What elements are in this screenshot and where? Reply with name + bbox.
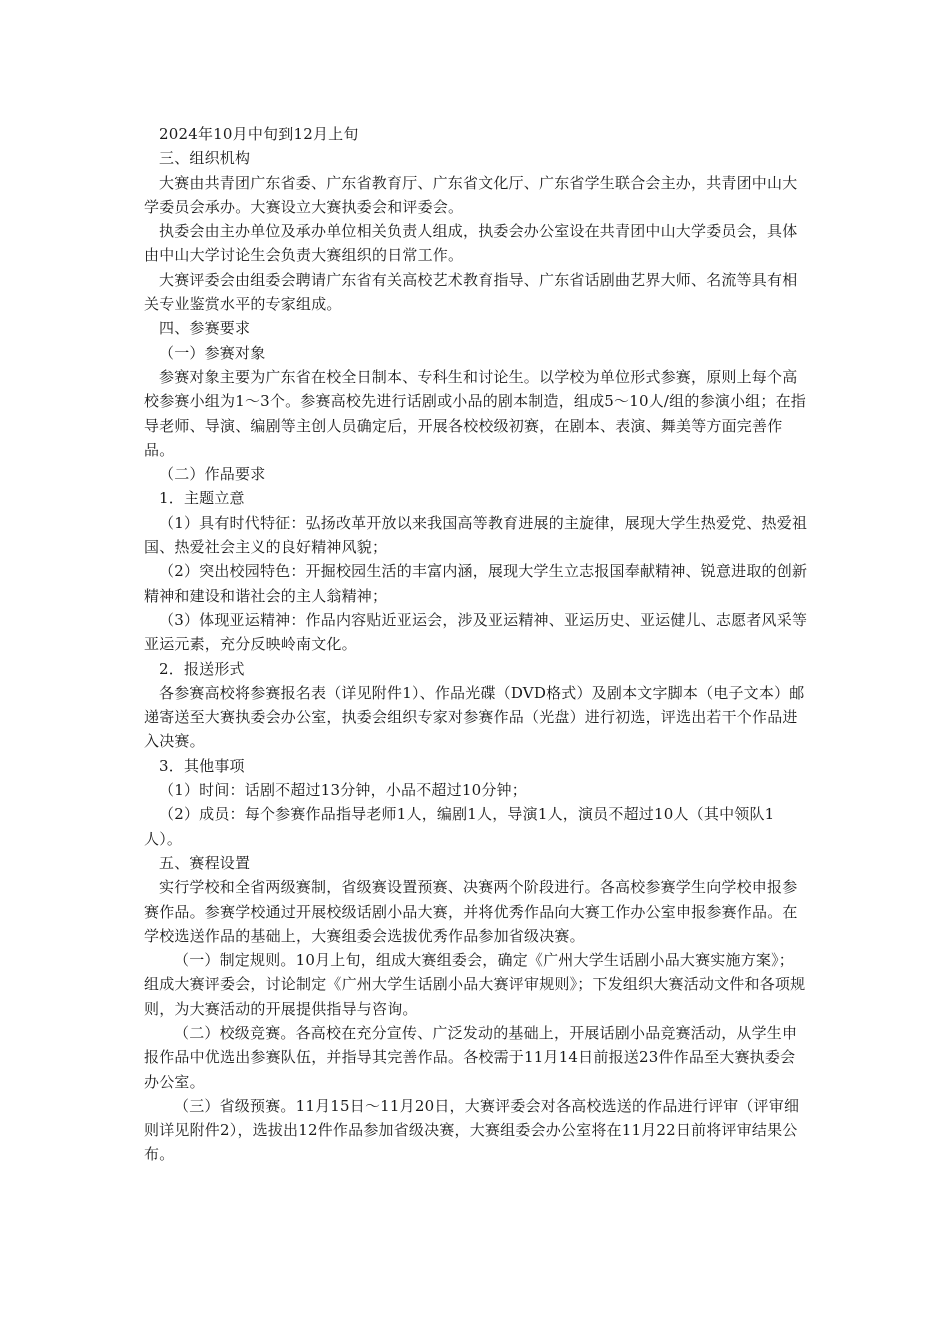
- paragraph-provincial-prelim: （三）省级预赛。11月15日～11月20日，大赛评委会对各高校选送的作品进行评审（评审细则详见附件2），选拔出12件作品参加省级决赛，大赛组委会办公室将在11月22日前将评审结果公布。: [144, 1096, 800, 1164]
- item-theme-3: （3）体现亚运精神：作品内容贴近亚运会，涉及亚运精神、亚运历史、亚运健儿、志愿者风采等亚运元素，充分反映岭南文化。: [144, 610, 808, 654]
- paragraph-executive-committee: 执委会由主办单位及承办单位相关负责人组成，执委会办公室设在共青团中山大学委员会，具体由中山大学讨论生会负责大赛组织的日常工作。: [144, 222, 798, 265]
- section-heading-organization: 三、组织机构: [159, 149, 251, 168]
- paragraph-submission: 各参赛高校将参赛报名表（详见附件1）、作品光碟（DVD格式）及剧本文字脚本（电子文本）邮递寄送至大赛执委会办公室，执委会组织专家对参赛作品（光盘）进行初选，评选出若干个作品进入决赛。: [144, 683, 805, 751]
- item-theme: 1．主题立意: [159, 489, 245, 508]
- paragraph-organizers: 大赛由共青团广东省委、广东省教育厅、广东省文化厅、广东省学生联合会主办，共青团中山大学委员会承办。大赛设立大赛执委会和评委会。: [144, 173, 798, 216]
- document-body: [144, 122, 809, 1167]
- paragraph-rules: （一）制定规则。10月上旬，组成大赛组委会，确定《广州大学生话剧小品大赛实施方案》；组成大赛评委会，讨论制定《广州大学生话剧小品大赛评审规则》；下发组织大赛活动文件和各项规则，为大赛活动的开展提供指导与咨询。: [144, 951, 806, 1018]
- item-theme-1: （1）具有时代特征：弘扬改革开放以来我国高等教育进展的主旋律，展现大学生热爱党、热爱祖国、热爱社会主义的良好精神风貌；: [144, 513, 808, 557]
- schedule-line: 2024年10月中旬到12月上旬: [159, 125, 359, 143]
- subheading-work-requirements: （二）作品要求: [159, 465, 266, 484]
- section-heading-requirements: 四、参赛要求: [159, 319, 251, 338]
- item-other: 3．其他事项: [159, 756, 245, 775]
- item-other-time: （1）时间：话剧不超过13分钟，小品不超过10分钟；: [159, 781, 527, 800]
- paragraph-school-contest: （二）校级竞赛。各高校在充分宣传、广泛发动的基础上，开展话剧小品竞赛活动，从学生申报作品中优选出参赛队伍，并指导其完善作品。各校需于11月14日前报送23件作品至大赛执委会办公室。: [144, 1023, 798, 1091]
- section-heading-schedule: 五、赛程设置: [159, 853, 251, 872]
- item-submission: 2．报送形式: [159, 659, 245, 678]
- paragraph-jury: 大赛评委会由组委会聘请广东省有关高校艺术教育指导、广东省话剧曲艺界大师、名流等具有相关专业鉴赏水平的专家组成。: [144, 270, 798, 314]
- item-other-members: （2）成员：每个参赛作品指导老师1人，编剧1人，导演1人，演员不超过10人（其中领队1人）。: [144, 805, 775, 848]
- item-theme-2: （2）突出校园特色：开掘校园生活的丰富内涵，展现大学生立志报国奉献精神、锐意进取的创新精神和建设和谐社会的主人翁精神；: [144, 562, 808, 605]
- paragraph-participants: 参赛对象主要为广东省在校全日制本、专科生和讨论生。以学校为单位形式参赛，原则上每个高校参赛小组为1～3个。参赛高校先进行话剧或小品的剧本制造，组成5～10人/组的参演小组；在指导老师、导演、编剧等主创人员确定后，开展各校校级初赛，在剧本、表演、舞美等方面完善作品。: [144, 367, 806, 459]
- subheading-participants: （一）参赛对象: [159, 343, 266, 362]
- paragraph-schedule: 实行学校和全省两级赛制，省级赛设置预赛、决赛两个阶段进行。各高校参赛学生向学校申报参赛作品。参赛学校通过开展校级话剧小品大赛，并将优秀作品向大赛工作办公室申报参赛作品。在学校选送作品的基础上，大赛组委会选拔优秀作品参加省级决赛。: [144, 878, 798, 945]
